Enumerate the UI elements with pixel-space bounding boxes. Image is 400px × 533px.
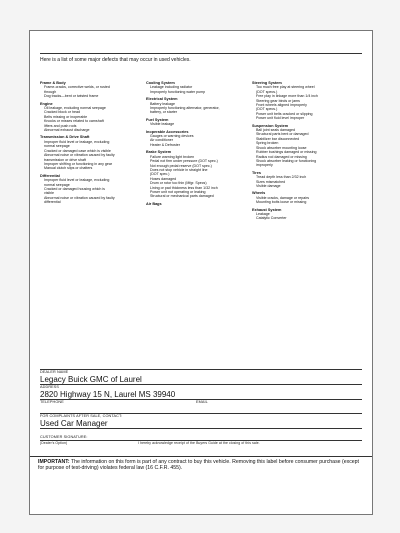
defect-item: Cracked or damaged housing which is bbox=[44, 186, 105, 191]
defect-item: Lining or pad thickness less than 1/32 inch bbox=[150, 185, 218, 190]
important-notice bbox=[30, 459, 372, 472]
defect-item: Catalytic Converter bbox=[256, 216, 287, 221]
defect-item: Structural or mechanical parts damaged bbox=[150, 194, 214, 199]
defect-item: visible bbox=[44, 191, 54, 196]
defect-item: Improperly functioning alternator, generator, bbox=[150, 106, 220, 111]
defect-item: transmission or drive shaft bbox=[44, 157, 86, 162]
defect-item: Cracked block or head bbox=[44, 110, 80, 115]
buyers-guide-back-page bbox=[29, 30, 373, 515]
defect-item: Does not stop vehicle in straight line bbox=[150, 167, 208, 172]
defects-column-1 bbox=[40, 81, 140, 205]
defect-item: Rubber bushings damaged or missing bbox=[256, 150, 317, 155]
complaints-label: FOR COMPLAINTS AFTER SALE, CONTACT: bbox=[40, 414, 123, 418]
defect-item: Gauges or warning devices bbox=[150, 134, 194, 139]
defect-item: Pedal not firm under pressure (DOT spec.) bbox=[150, 159, 218, 164]
defect-section-heading: Fuel System bbox=[146, 117, 169, 122]
defect-item: Air conditioner bbox=[150, 138, 173, 143]
dealer-name-value: Legacy Buick GMC of Laurel bbox=[40, 375, 142, 384]
defect-section-heading: Tires bbox=[252, 170, 262, 175]
defect-item: Manual clutch slips or chatters bbox=[44, 166, 93, 171]
defect-item: through bbox=[44, 89, 57, 94]
defect-item: Spring broken bbox=[256, 141, 279, 146]
defect-item: Power unit not operating or leaking bbox=[150, 189, 206, 194]
defect-item: Visible leakage bbox=[150, 122, 175, 127]
defect-item: Mounting bolts loose or missing bbox=[256, 200, 307, 205]
telephone-label: TELEPHONE bbox=[40, 400, 64, 404]
defect-item: Leakage bbox=[256, 211, 270, 216]
defect-item: (DOT spec.) bbox=[150, 172, 170, 177]
defect-item: Improper fluid level or leakage, excluding bbox=[44, 178, 110, 183]
defect-item: (DOT specs.) bbox=[256, 107, 278, 112]
defects-column-2 bbox=[146, 81, 246, 206]
dealer-option-note: (Dealer's Option) bbox=[40, 441, 68, 445]
defect-item: normal seepage bbox=[44, 182, 70, 187]
defect-section-heading: Transmission & Drive Shaft bbox=[40, 135, 90, 140]
defect-item: Dog tracks—bent or twisted frame bbox=[44, 94, 99, 99]
defect-item: Visible cracks, damage or repairs bbox=[256, 195, 310, 200]
defect-item: Structural parts bent or damaged bbox=[256, 132, 309, 137]
defect-item: Heater & Defroster bbox=[150, 142, 180, 147]
defect-item: Ball joint seals damaged bbox=[256, 128, 295, 133]
address-label: ADDRESS bbox=[40, 385, 60, 389]
defect-item: Improper fluid level or leakage, excluding bbox=[44, 139, 110, 144]
defect-item: Abnormal noise or vibration caused by faulty bbox=[44, 195, 115, 200]
defect-section-heading: Brake System bbox=[146, 150, 172, 155]
defect-item: Front wheels aligned improperly bbox=[256, 103, 307, 108]
defect-item: (DOT specs.) bbox=[256, 89, 278, 94]
defect-item: improperly bbox=[256, 163, 273, 168]
defect-section-heading: Inoperable Accessories bbox=[146, 129, 189, 134]
defect-section-heading: Exhaust System bbox=[252, 207, 282, 212]
defect-item: Cracked or damaged case which is visible bbox=[44, 148, 111, 153]
defect-section-heading: Wheels bbox=[252, 191, 266, 196]
defect-item: Stabilizer bar disconnected bbox=[256, 136, 300, 141]
defect-section-heading: Air Bags bbox=[146, 201, 162, 206]
email-label: EMAIL bbox=[196, 400, 208, 404]
acknowledgement-text: I hereby acknowledge receipt of the Buyers Guide at the closing of this sale. bbox=[138, 441, 260, 445]
important-label: IMPORTANT: bbox=[38, 459, 70, 465]
defect-item: Failure warning light broken bbox=[150, 154, 195, 159]
defect-item: Steering gear binds or jams bbox=[256, 98, 300, 103]
defect-item: Free play in linkage more than 1/4 inch bbox=[256, 94, 318, 99]
signature-label: CUSTOMER SIGNATURE: bbox=[40, 435, 88, 439]
defect-section-heading: Electrical System bbox=[146, 97, 178, 102]
defect-item: Radius rod damaged or missing bbox=[256, 154, 307, 159]
signature-row bbox=[40, 435, 362, 447]
defect-item: Frame-cracks, corrective welds, or rusted bbox=[44, 85, 110, 90]
defect-item: Leakage including radiator bbox=[150, 85, 193, 90]
defect-item: lifters and push rods bbox=[44, 123, 77, 128]
defect-item: Oil leakage, excluding normal seepage bbox=[44, 106, 106, 111]
defect-item: Too much free play at steering wheel bbox=[256, 85, 315, 90]
defect-item: Hoses damaged bbox=[150, 176, 177, 181]
defect-item: Knocks or misses related to camshaft bbox=[44, 119, 104, 124]
defect-item: Shock absorber leaking or functioning bbox=[256, 158, 317, 163]
defect-item: battery, or starter bbox=[150, 110, 178, 115]
defects-column-3 bbox=[252, 81, 364, 221]
dealer-info bbox=[40, 369, 362, 447]
defect-item: Tread depth less than 2/32 inch bbox=[256, 175, 307, 180]
defect-item: Abnormal noise or vibration caused by faulty bbox=[44, 153, 115, 158]
defect-item: Not enough pedal reserve (DOT spec.) bbox=[150, 163, 212, 168]
defect-section-heading: Engine bbox=[40, 101, 53, 106]
important-text: The information on this form is part of any contract to buy this vehicle. Removing this label before consumer purchase (except for purpose of test-driving) violates federal law (16 C.F.R. 455). bbox=[38, 459, 360, 472]
defect-item: normal seepage bbox=[44, 144, 70, 149]
defect-item: Drum or rotor too thin (Mfgr. Specs) bbox=[150, 181, 207, 186]
notice-rule bbox=[30, 456, 372, 457]
defect-item: differential bbox=[44, 200, 61, 205]
defect-item: Power unit belts cracked or slipping bbox=[256, 111, 313, 116]
defect-item: Power unit fluid level improper bbox=[256, 116, 305, 121]
dealer-name-label: DEALER NAME bbox=[40, 370, 69, 374]
complaints-value: Used Car Manager bbox=[40, 419, 108, 428]
defect-item: Battery leakage bbox=[150, 101, 175, 106]
intro-text: Here is a list of some major defects that may occur in used vehicles. bbox=[40, 57, 191, 63]
defects-list bbox=[40, 81, 364, 286]
defect-item: Improperly functioning water pump bbox=[150, 89, 206, 94]
defect-item: Visible damage bbox=[256, 183, 281, 188]
defect-section-heading: Frame & Body bbox=[40, 81, 66, 85]
defect-section-heading: Suspension System bbox=[252, 123, 289, 128]
address-value: 2820 Highway 15 N, Laurel MS 39940 bbox=[40, 390, 176, 399]
defect-section-heading: Steering System bbox=[252, 81, 282, 85]
defect-section-heading: Differential bbox=[40, 173, 60, 178]
defect-item: Sizes mismatched bbox=[256, 179, 286, 184]
defect-item: Shock absorber mounting loose bbox=[256, 145, 307, 150]
top-rule bbox=[40, 53, 362, 54]
defect-section-heading: Cooling System bbox=[146, 81, 175, 85]
defect-item: Abnormal exhaust discharge bbox=[44, 128, 90, 133]
phone-email-row bbox=[40, 400, 362, 408]
defect-item: Belts missing or inoperable bbox=[44, 114, 88, 119]
defect-item: Improper shifting or functioning in any gear bbox=[44, 161, 113, 166]
